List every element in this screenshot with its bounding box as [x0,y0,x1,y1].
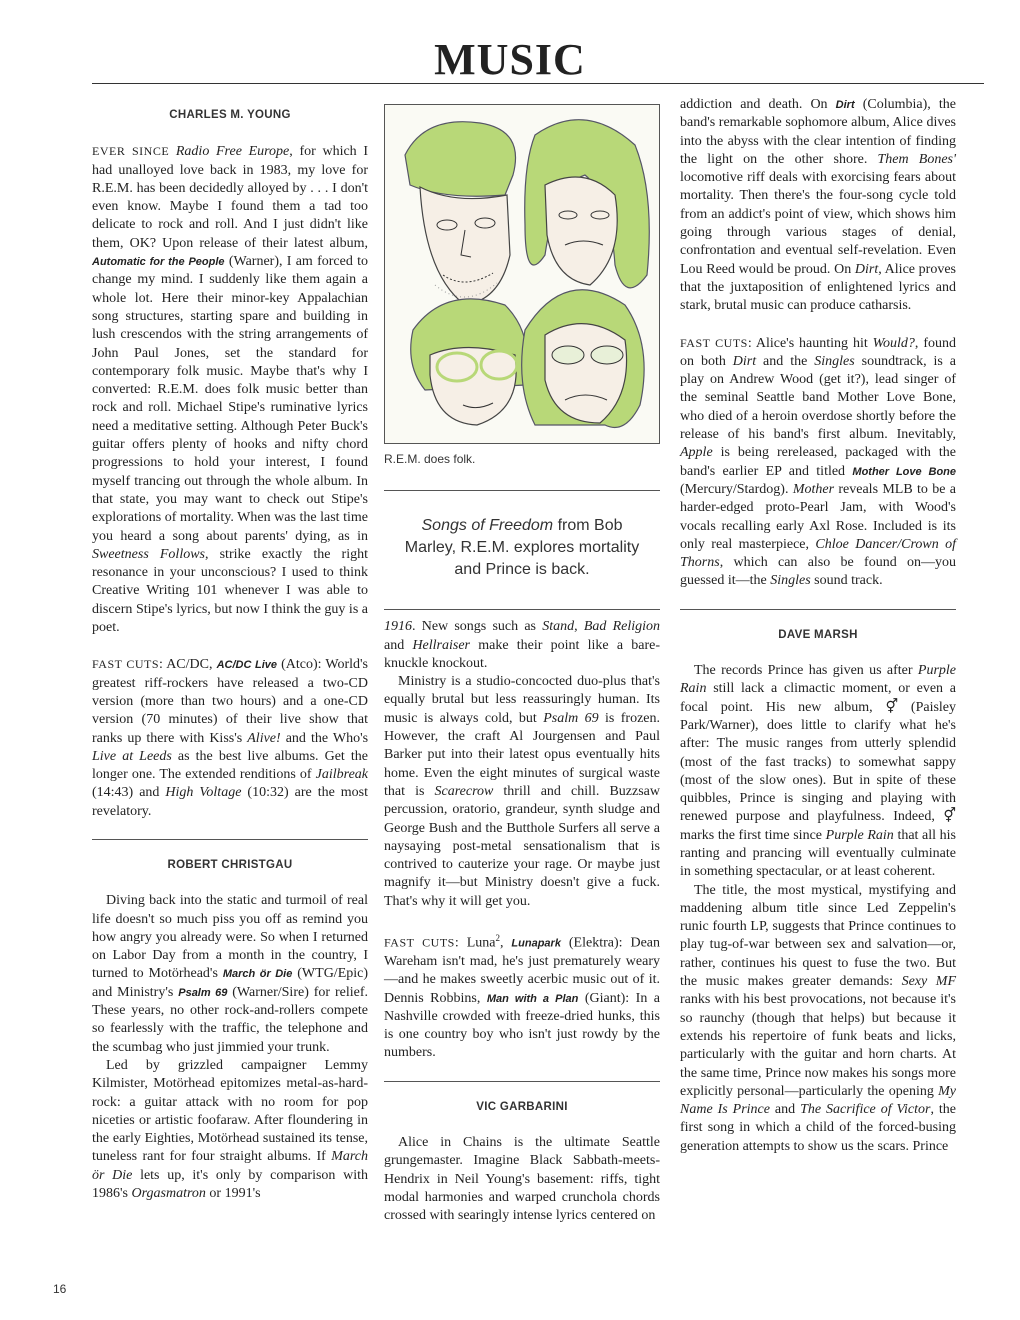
alice-in-chains-review: Alice in Chains is the ultimate Seattle grungemaster. Imagine Black Sabbath-meets-Hendrix in Neil Young's basement: riffs, tight modal harmonies and warped crunchola chords crossed with searingly intense lyrics centered on [384,1135,660,1224]
prince-symbol-icon: ⚥ [943,809,957,825]
motorhead-review: Diving back into the static and turmoil of real life doesn't so much piss you off as remind you how angry you already were. So when I returned on Labor Day from a month in the country, I turned to Motörhead's March ör Die (WTG/Epic) and Ministry's Psalm 69 (Warner/Sire) for relief. These years, no other rock-and-rollers compete so fearlessly with the traffic, the telephone and the scumbag who just jimmied your trunk. [92,893,369,1055]
rem-illustration [384,104,660,444]
pull-quote-bottom-rule [384,609,660,610]
column-3 [680,96,956,1156]
illustration-caption: R.E.M. does folk. [384,452,476,466]
title-rule [92,83,984,84]
pull-quote-top-rule [384,490,660,491]
byline-vic-garbarini: VIC GARBARINI [476,1100,568,1113]
page-number: 16 [53,1282,67,1296]
pull-quote: Songs of Freedom from Bob Marley, R.E.M. explores mortality and Prince is back. [404,517,640,579]
section-divider [92,839,368,840]
motorhead-review-cont: Led by grizzled campaigner Lemmy Kilmister, Motörhead epitomizes metal-as-hard-rock: a guitar attack with no room for pop niceties or artistic foofaraw. After floundering in the early Eighties, Motörhead sustained its tense, tuneless rant for four straight albums. If March ör Die lets up, it's only by comparison with 1986's Orgasmatron or 1991's [92,1057,368,1202]
rem-review: EVER SINCE Radio Free Europe, for which I had unalloyed love back in 1983, my love for R.E.M. has been decidedly alloyed by . . . I don't even know. Maybe I found them a tad too delicate to rock and roll. And I just didn't like them, OK? Upon release of their latest album, Automatic for the People (Warner), I am forced to change my mind. I suddenly like them again a whole lot. Here their minor-key Appalachian song structures, starting spare and building in lush crescendos with the string arrangements of John Paul Jones, set the standard for contemporary folk music. Maybe that's why I converted: R.E.M. does folk music better than rock and roll. Michael Stipe's ruminative lyrics need a meditative setting. Although Peter Buck's guitar offers plenty of hooks and nifty chord progressions to hold your interest, I found myself trancing out through the whole album. In that state, you may want to check out Stipe's explorations of mortality. When was the last time you heard a song about parents' dying, as in Sweetness Follows, strike exactly the right resonance in your unconscious? I used to think Creative Writing 101 whenever I was able to discern Stipe's lyrics, but now I think the guy is a poet. [92,144,369,636]
prince-review: The records Prince has given us after Purple Rain still lack a climactic moment, or even a focal point. His new album, ⚥ (Paisley Park/Warner), does little to clarify what he's after: The music ranges from utterly splendid (most of the fast tracks) to somewhat sappy (most of the slow ones). But in spite of these quibbles, Prince is singing and playing with renewed purpose and playfulness. Indeed, ⚥ marks the first time since Purple Rain that all his ranting and prancing will eventually culminate in something spectacular, or at least coherent. [680,663,957,880]
prince-symbol-icon: ⚥ [885,699,899,715]
ministry-review: Ministry is a studio-concocted duo-plus that's equally brutal but less reassuringly human. Its music is always cold, but Psalm 69 is frozen. However, the craft Al Jourgensen and Paul Barker put into their latest opus eventually hits home. Even the eight minutes of surgical waste that is Scarecrow thrill and chill. Buzzsaw percussion, oratorio, grandeur, synth sludge and George Bush and the Butthole Surfers all serve a naysaying post-metal sensationalism that is contrived to cauterize your rage. Or maybe just magnify it—but Ministry doesn't give a fuck. That's why it will get you. [384,674,661,909]
byline-dave-marsh: DAVE MARSH [778,628,858,641]
fast-cuts-luna: FAST CUTS: Luna$^2$, Lunapark (Elektra): Dean Wareham isn't mad, he's just prematurely weary—and he makes sweetly acerbic music out of it. Dennis Robbins, Man with a Plan (Giant): In a Nashville crowded with freeze-dried hunks, this is one country boy who isn't just rowdy by the numbers. [384,933,661,1061]
motorhead-review-continued: 1916. New songs such as Stand, Bad Religion and Hellraiser make their point like a bare-knuckle knockout. [384,619,661,671]
byline-robert-christgau: ROBERT CHRISTGAU [167,858,293,871]
rem-caricature-image [385,105,659,443]
byline-charles-m-young: CHARLES M. YOUNG [169,109,291,121]
column-2 [384,96,660,1226]
alice-in-chains-review-cont: addiction and death. On Dirt (Columbia), the band's remarkable sophomore album, Alice dives into the abyss with the clear intention of finding the light on the other shore. Them Bones' locomotive riff deals with exorcising fears about mortality. Then there's the four-song cycle told from an addict's point of view, which shows him going through various stages of denial, confrontation and eventual self-revelation. Even Lou Reed would be proud. On Dirt, Alice proves that the juxtaposition of enlightened lyrics and stark, brutal music can produce catharsis. [680,97,957,314]
section-divider [680,609,956,610]
fast-cuts-alice: FAST CUTS: Alice's haunting hit Would?, found on both Dirt and the Singles soundtrack, is a play on Andrew Wood (get it?), lead singer of the seminal Seattle band Mother Love Bone, who died of a heroin overdose shortly before the release of his band's first album. Inevitably, Apple is being rereleased, packaged with the band's earlier EP and titled Mother Love Bone (Mercury/Stardog). Mother reveals MLB to be a harder-edged proto-Pearl Jam, with Wood's vocals recalling early Axl Rose. Included is its only real masterpiece, Chloe Dancer/Crown of Thorns, which can also be found on—you guessed it—the Singles sound track. [680,335,957,589]
prince-review-cont: The title, the most mystical, mystifying and maddening album title since Led Zeppelin's runic fourth LP, suggests that Prince continues to play tug-of-war between sex and salvation—or, rather, continues his quest to fuse the two. But the music makes greater demands: Sexy MF ranks with his best provocations, not because it's so raunchy (though that helps) but because it extends his repertoire of funk beats and licks, particularly with the guitar and horn charts. At the same time, Prince now makes his songs more explicitly personal—particularly the opening My Name Is Prince and The Sacrifice of Victor, the first song in which a child of the forced-busing generation attempts to show us the scars. Prince [680,882,957,1154]
section-divider [384,1081,660,1082]
page-title: MUSIC [434,35,586,84]
column-1 [92,96,368,1203]
fast-cuts-acdc: FAST CUTS: AC/DC, AC/DC Live (Atco): World's greatest riff-rockers have released a two-CD version (more than two hours) and a one-CD version (70 minutes) of their live show that ranks up there with Kiss's Alive! and the Who's Live at Leeds as the best live albums. Get the longer one. The extended renditions of Jailbreak (14:43) and High Voltage (10:32) are the most revelatory. [92,657,369,819]
